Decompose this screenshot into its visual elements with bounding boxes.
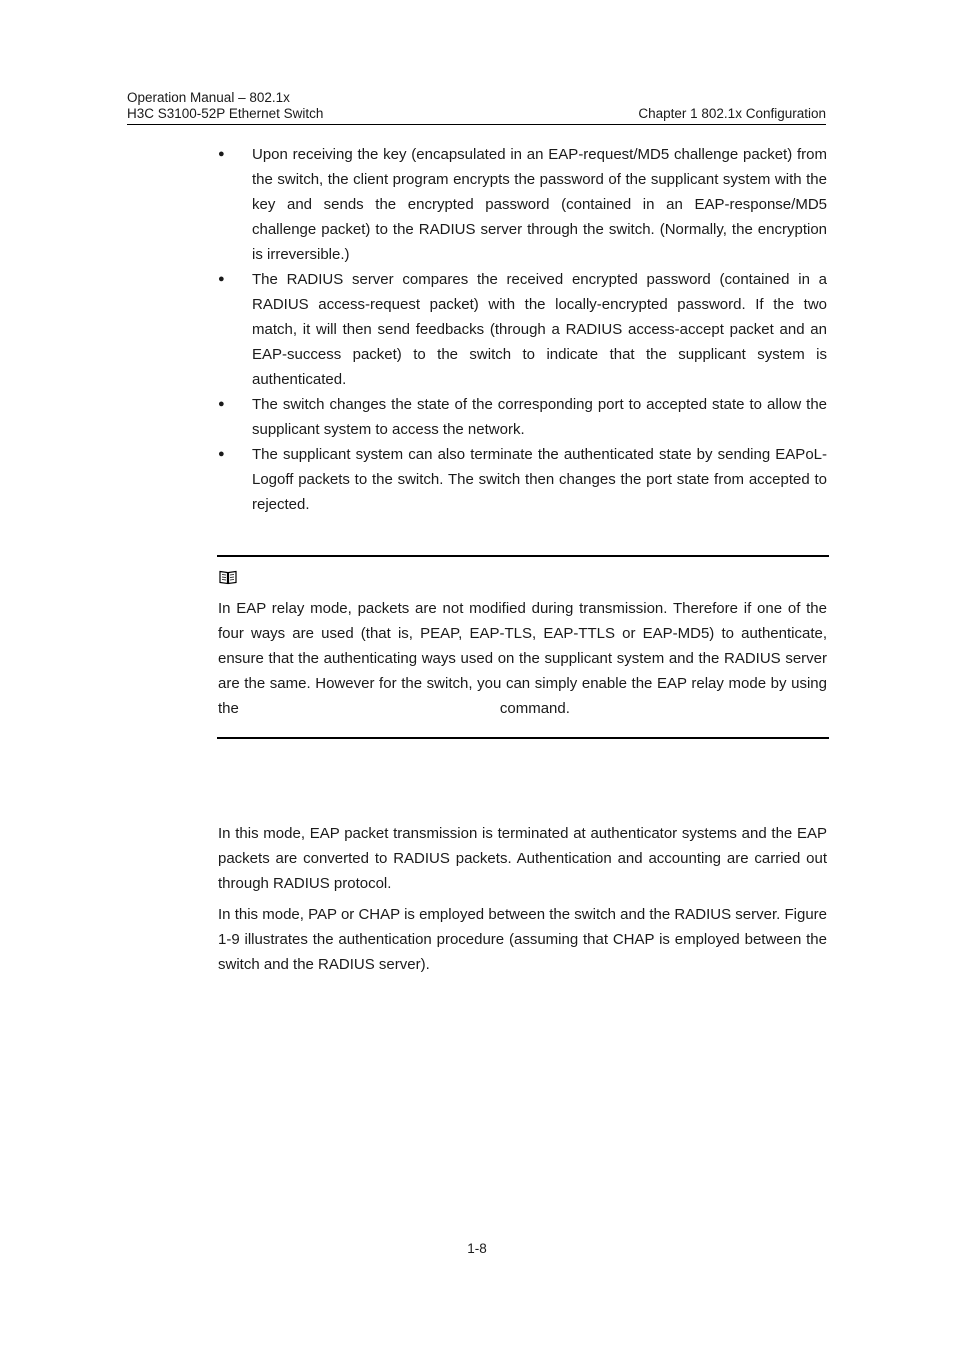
list-item (218, 267, 827, 392)
body-text (218, 821, 827, 977)
header-divider (127, 124, 826, 125)
paragraph: In this mode, PAP or CHAP is employed between the switch and the RADIUS server. Figure 1-9 illustrates the authentication procedure (assuming that CHAP is employed between the switch and the RADIUS server). (218, 906, 827, 973)
list-item (218, 392, 827, 442)
note-text (218, 596, 827, 721)
note-box (218, 596, 827, 721)
page-number: 1-8 (467, 1241, 487, 1256)
header-row (127, 106, 826, 122)
note-top-rule (217, 555, 829, 557)
bullet-dot-icon: ● (218, 273, 225, 285)
chapter-title: Chapter 1 802.1x Configuration (638, 106, 826, 121)
page-header (127, 90, 826, 122)
list-item-text: The supplicant system can also terminate the authenticated state by sending EAPoL-Logoff packets to the switch. The switch then changes the port state from accepted to rejected. (252, 446, 827, 513)
manual-title: Operation Manual – 802.1x (127, 90, 290, 105)
list-item (218, 442, 827, 517)
list-item (218, 142, 827, 267)
paragraph: In this mode, EAP packet transmission is terminated at authenticator systems and the EAP packets are converted to RADIUS packets. Authentication and accounting are carried out through RADIUS protocol. (218, 825, 827, 892)
bullet-dot-icon: ● (218, 148, 225, 160)
list-item-text: The switch changes the state of the corresponding port to accepted state to allow the supplicant system to access the network. (252, 396, 827, 438)
note-bottom-rule (217, 737, 829, 739)
note-text-main: In EAP relay mode, packets are not modified during transmission. Therefore if one of the four ways are used (that is, PEAP, EAP-TLS, EAP-TTLS or EAP-MD5) to authenticate, ensure that the authenticating ways used on the supplicant system and the RADIUS server are the same. However for the switch, you can simply enable the EAP relay mode by using the (218, 600, 827, 717)
book-icon (219, 569, 237, 585)
bullet-dot-icon: ● (218, 448, 225, 460)
product-name: H3C S3100-52P Ethernet Switch (127, 106, 324, 121)
bullet-list (218, 142, 827, 517)
note-text-end: command. (499, 700, 570, 717)
list-item-text: The RADIUS server compares the received encrypted password (contained in a RADIUS access-request packet) with the locally-encrypted password. If the two match, it will then send feedbacks (through a RADIUS access-accept packet and an EAP-success packet) to the switch to indicate that the supplicant system is authenticated. (252, 271, 827, 388)
bullet-dot-icon: ● (218, 398, 225, 410)
list-item-text: Upon receiving the key (encapsulated in an EAP-request/MD5 challenge packet) from the switch, the client program encrypts the password of the supplicant system with the key and sends the encrypted password (contained in an EAP-response/MD5 challenge packet) to the RADIUS server through the switch. (Normally, the encryption is irreversible.) (252, 146, 827, 263)
